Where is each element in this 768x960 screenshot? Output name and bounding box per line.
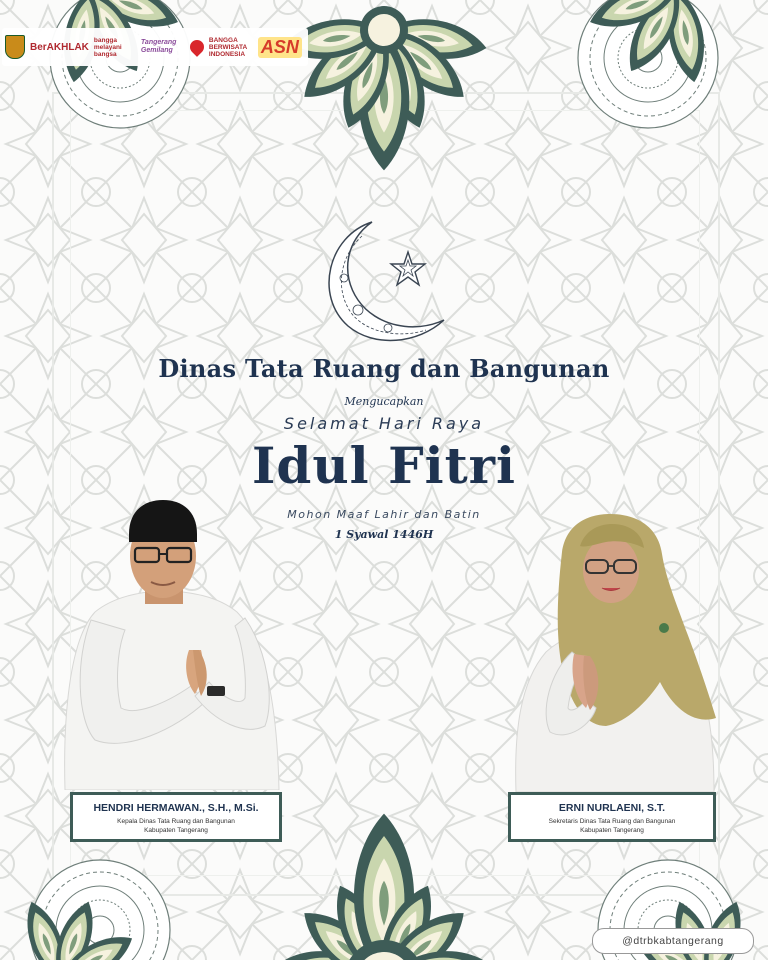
asn-logo: ASN <box>258 37 302 58</box>
person-left-position-line1: Kepala Dinas Tata Ruang dan Bangunan <box>117 818 235 825</box>
crescent-moon-star-icon <box>318 218 448 348</box>
berakhlak-logo: BerAKHLAK <box>30 41 89 53</box>
bangga-berwisata-indonesia-logo: BANGGA BERWISATA INDONESIA <box>208 36 247 58</box>
person-right-photo <box>510 512 720 792</box>
name-card-right <box>508 792 716 842</box>
idul-fitri-heading: Idul Fitri <box>251 436 517 495</box>
logo-bar <box>2 28 308 66</box>
person-right-name: ERNI NURLAENI, S.T. <box>558 802 666 814</box>
person-left-name: HENDRI HERMAWAN., S.H., M.Si. <box>93 802 259 814</box>
kabupaten-tangerang-crest-icon <box>5 35 25 59</box>
mohon-maaf-text: Mohon Maaf Lahir dan Batin <box>287 508 481 521</box>
office-title: Dinas Tata Ruang dan Bangunan <box>158 354 610 383</box>
heart-icon <box>187 37 207 57</box>
syawal-date-text: 1 Syawal 1446H <box>334 528 434 541</box>
name-card-left <box>70 792 282 842</box>
bangga-melayani-bangsa-logo: bangga melayani bangsa <box>93 36 122 58</box>
tangerang-gemilang-logo: Tangerang Gemilang <box>140 39 177 54</box>
person-right-position-line1: Sekretaris Dinas Tata Ruang dan Bangunan <box>548 818 676 825</box>
selamat-hari-raya-text: Selamat Hari Raya <box>283 414 485 433</box>
person-right-position-line2: Kabupaten Tangerang <box>580 827 644 834</box>
mengucapkan-text: Mengucapkan <box>344 395 424 408</box>
person-left-position-line2: Kabupaten Tangerang <box>144 827 208 834</box>
person-left-photo <box>55 490 285 790</box>
instagram-handle-badge[interactable]: @dtrbkabtangerang <box>592 928 754 954</box>
